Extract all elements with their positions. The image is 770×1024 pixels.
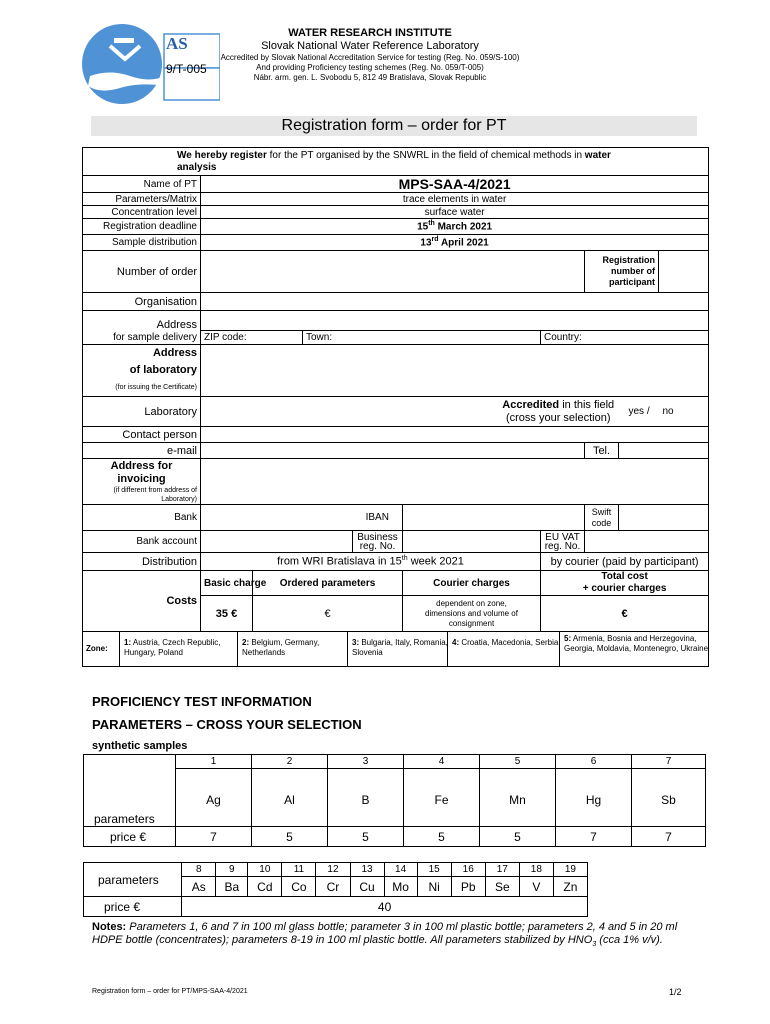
notes-label: Notes: (92, 921, 127, 933)
input-tel[interactable] (619, 443, 709, 459)
institute-address: Nábr. arm. gen. L. Svobodu 5, 812 49 Bratislava, Slovak Republic (253, 73, 487, 82)
label-name-of-pt: Name of PT (83, 176, 201, 193)
option-yes[interactable]: yes / (628, 406, 650, 417)
option-distribution-wri[interactable]: from WRI Bratislava in 15th week 2021 (201, 553, 541, 571)
accreditation-line-1: Accredited by Slovak National Accreditation Service for testing (Reg. No. 059/S-100) (220, 53, 520, 62)
price-cell: 7 (556, 827, 632, 847)
form-title-bar (91, 116, 697, 136)
input-swift[interactable] (619, 505, 709, 531)
zone-label: Zone: (86, 644, 108, 653)
param-cell-as[interactable]: As (182, 877, 216, 897)
param-cell-ba[interactable]: Ba (216, 877, 248, 897)
params-label-cell-2 (84, 863, 182, 897)
param-cell-se[interactable]: Se (485, 877, 519, 897)
footer-left: Registration form – order for PT/MPS-SAA-4/2021 (92, 988, 248, 995)
zone-1: 1: Austria, Czech Republic, Hungary, Poland (119, 632, 241, 666)
input-organisation[interactable] (201, 293, 709, 311)
label-eu-vat: EU VAT reg. No. (541, 531, 585, 553)
value-sample-distribution: 13rd April 2021 (201, 235, 709, 251)
input-email[interactable] (201, 443, 585, 459)
param-number: 1 (176, 755, 252, 769)
param-cell-co[interactable]: Co (282, 877, 316, 897)
param-number: 9 (216, 863, 248, 877)
input-bank[interactable] (201, 505, 353, 531)
notes-text: Parameters 1, 6 and 7 in 100 ml glass bottle; parameter 3 in 100 ml plastic bottle; parameters 2, 4 and 5 in 20 ml HDPE bottle (concentrates); parameters 8-19 in 100 ml plastic bottle. All parameters stabilized by HNO (92, 921, 678, 946)
param-number: 17 (485, 863, 519, 877)
zone-5: 5: Armenia, Bosnia and Herzegovina, Georgia, Moldavia, Montenegro, Ukraine (559, 632, 709, 666)
label-email: e-mail (83, 443, 201, 459)
label-bank-account: Bank account (83, 531, 201, 553)
zone-row (83, 632, 709, 667)
label-tel: Tel. (585, 443, 619, 459)
param-cell-ag[interactable]: Ag (176, 769, 252, 827)
param-cell-zn[interactable]: Zn (553, 877, 587, 897)
price-label-2: price € (84, 897, 182, 917)
param-cell-v[interactable]: V (519, 877, 553, 897)
price-cell: 7 (176, 827, 252, 847)
value-total-cost[interactable]: € (541, 596, 709, 632)
label-contact-person: Contact person (83, 427, 201, 443)
param-number: 4 (404, 755, 480, 769)
param-number: 8 (182, 863, 216, 877)
lab-name: Slovak National Water Reference Laboratory (261, 40, 479, 52)
registration-form-table (82, 147, 709, 667)
header-total-cost: Total cost + courier charges (541, 571, 709, 596)
param-number: 7 (632, 755, 706, 769)
param-cell-fe[interactable]: Fe (404, 769, 480, 827)
intro-cell (83, 148, 709, 176)
label-iban: IBAN (353, 505, 403, 531)
input-address-of-laboratory[interactable] (201, 345, 709, 397)
param-number: 16 (451, 863, 485, 877)
param-number: 11 (282, 863, 316, 877)
param-number: 3 (328, 755, 404, 769)
zone-3: 3: Bulgaria, Italy, Romania, Slovenia (347, 632, 449, 666)
label-bank: Bank (83, 505, 201, 531)
param-cell-ni[interactable]: Ni (417, 877, 451, 897)
param-number: 2 (252, 755, 328, 769)
value-registration-deadline: 15th March 2021 (201, 219, 709, 235)
intro-analysis: analysis (177, 161, 217, 173)
param-cell-cu[interactable]: Cu (350, 877, 384, 897)
input-country[interactable]: Country: (541, 331, 709, 345)
intro-water: water (584, 149, 611, 161)
price-cell-group: 40 (182, 897, 588, 917)
synthetic-samples-label: synthetic samples (92, 740, 188, 752)
intro-text: for the PT organised by the SNWRL in the field of chemical methods in (266, 149, 585, 161)
value-ordered-parameters[interactable]: € (253, 596, 403, 632)
label-sample-distribution: Sample distribution (83, 235, 201, 251)
logo-text: AS (166, 34, 188, 53)
price-cell: 5 (252, 827, 328, 847)
input-contact-person[interactable] (201, 427, 709, 443)
param-cell-b[interactable]: B (328, 769, 404, 827)
label-parameters-matrix: Parameters/Matrix (83, 193, 201, 206)
label-swift: Swift code (585, 505, 619, 531)
input-town[interactable]: Town: (303, 331, 541, 345)
param-number: 13 (350, 863, 384, 877)
input-business-reg[interactable] (403, 531, 541, 553)
label-registration-deadline: Registration deadline (83, 219, 201, 235)
param-number: 12 (316, 863, 350, 877)
input-registration-number[interactable] (659, 251, 709, 293)
label-registration-number: Registration number of participant (585, 251, 659, 293)
option-no[interactable]: no (662, 406, 674, 417)
price-cell: 5 (404, 827, 480, 847)
param-number: 14 (384, 863, 417, 877)
label-number-of-order: Number of order (83, 251, 201, 293)
input-bank-account[interactable] (201, 531, 353, 553)
page-number: 1/2 (669, 987, 682, 997)
label-laboratory: Laboratory (83, 397, 201, 427)
accreditation-line-2: And providing Proficiency testing schemes (Reg. No. 059/T-005) (256, 63, 484, 72)
intro-bold: We hereby register (177, 149, 267, 161)
price-cell: 5 (328, 827, 404, 847)
form-title: Registration form – order for PT (281, 117, 507, 134)
param-cell-hg[interactable]: Hg (556, 769, 632, 827)
param-number: 19 (553, 863, 587, 877)
value-name-of-pt: MPS-SAA-4/2021 (201, 176, 709, 193)
input-address[interactable] (201, 311, 709, 331)
value-concentration-level: surface water (201, 206, 709, 219)
input-iban[interactable] (403, 505, 585, 531)
zone-4: 4: Croatia, Macedonia, Serbia (447, 632, 559, 666)
param-cell-al[interactable]: Al (252, 769, 328, 827)
header-ordered-parameters: Ordered parameters (253, 571, 403, 596)
parameters-table-1 (83, 754, 706, 847)
label-address-of-laboratory: Address of laboratory (for issuing the Certificate) (83, 345, 201, 397)
notes (92, 921, 704, 951)
header-courier-charges: Courier charges (403, 571, 541, 596)
pt-info-heading: PROFICIENCY TEST INFORMATION (92, 694, 312, 709)
param-cell-cd[interactable]: Cd (248, 877, 282, 897)
label-organisation: Organisation (83, 293, 201, 311)
input-zip[interactable]: ZIP code: (201, 331, 303, 345)
param-cell-sb[interactable]: Sb (632, 769, 706, 827)
value-basic-charge: 35 € (201, 596, 253, 632)
label-address-for-invoicing: Address for invoicing (if different from address of Laboratory) (83, 459, 201, 505)
label-concentration-level: Concentration level (83, 206, 201, 219)
notes-subscript: 3 (592, 941, 597, 949)
parameters-heading: PARAMETERS – CROSS YOUR SELECTION (92, 717, 362, 732)
param-cell-mn[interactable]: Mn (480, 769, 556, 827)
notes-text-end: (cca 1% v/v). (596, 934, 663, 946)
param-cell-mo[interactable]: Mo (384, 877, 417, 897)
header-basic-charge: Basic charge (201, 571, 253, 596)
value-courier-charges: dependent on zone, dimensions and volume of consignment (403, 596, 541, 632)
param-number: 10 (248, 863, 282, 877)
params-label-2: parameters (98, 872, 159, 887)
param-number: 15 (417, 863, 451, 877)
label-costs: Costs (83, 571, 201, 632)
option-distribution-courier[interactable]: by courier (paid by participant) (541, 553, 709, 571)
accredited-selection[interactable]: Accredited in this field (cross your selection) yes / no (585, 397, 709, 427)
params-label: parameters (94, 812, 155, 826)
price-cell: 5 (480, 827, 556, 847)
price-label: price € (84, 827, 176, 847)
param-cell-cr[interactable]: Cr (316, 877, 350, 897)
parameters-table-2 (83, 862, 588, 917)
label-address-sub: for sample delivery (83, 331, 201, 345)
value-parameters-matrix: trace elements in water (201, 193, 709, 206)
label-business-reg: Business reg. No. (353, 531, 403, 553)
input-address-for-invoicing[interactable] (201, 459, 709, 505)
param-number: 6 (556, 755, 632, 769)
logo-code: 9/T-005 (166, 62, 207, 76)
institute-logo (80, 24, 220, 104)
params-label-cell (84, 755, 176, 827)
input-eu-vat[interactable] (585, 531, 709, 553)
price-cell: 7 (632, 827, 706, 847)
label-address: Address (83, 311, 201, 331)
institute-name: WATER RESEARCH INSTITUTE (288, 27, 452, 39)
param-number: 5 (480, 755, 556, 769)
zone-2: 2: Belgium, Germany, Netherlands (237, 632, 347, 666)
label-distribution: Distribution (83, 553, 201, 571)
param-cell-pb[interactable]: Pb (451, 877, 485, 897)
param-number: 18 (519, 863, 553, 877)
input-number-of-order[interactable] (201, 251, 585, 293)
